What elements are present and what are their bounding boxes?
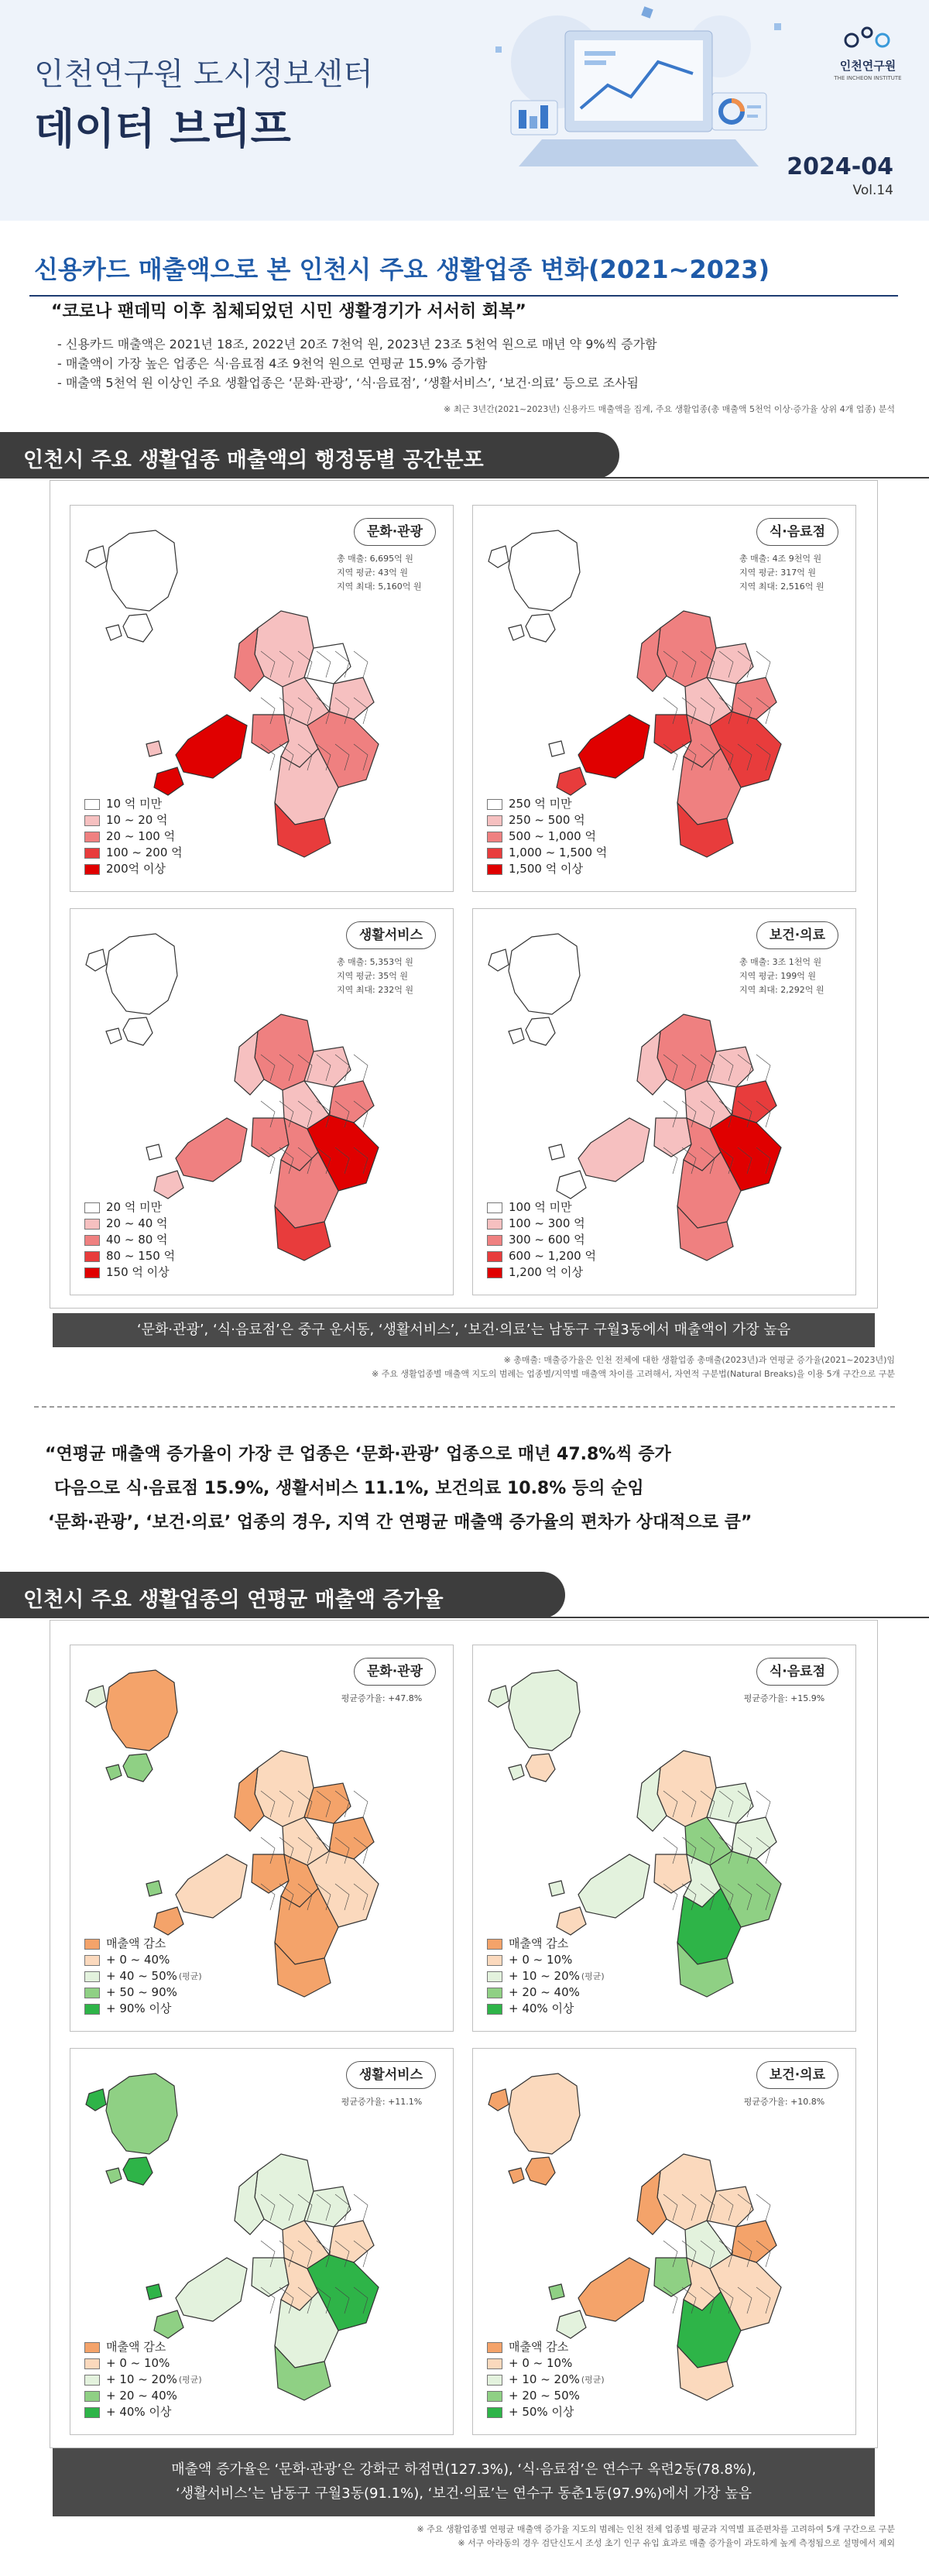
region-ganghwa [509,2073,580,2154]
region-island2 [549,1881,564,1896]
region-bupyeong [732,1817,776,1859]
panel-stat: 지역 평균: 317억 원 [739,568,816,578]
legend-swatch [487,1235,502,1246]
panel-stat: 지역 최대: 2,292억 원 [739,985,824,995]
district-boundary [756,1055,770,1081]
legend-swatch [487,815,502,826]
volume-number: Vol.14 [852,183,893,198]
panel-average-growth: 평균증가율: +10.8% [743,2097,825,2107]
map-legend [487,1936,605,2017]
legend-label: + 90% 이상 [106,2001,172,2015]
panel-stat: 총 매출: 6,695억 원 [337,554,413,564]
legend-average-tag: (평균) [178,2375,202,2385]
panel-stat: 지역 최대: 232억 원 [337,985,413,995]
legend-item [487,1216,596,1232]
legend-swatch [84,848,100,859]
legend-swatch [84,2004,100,2015]
legend-swatch [487,2391,502,2402]
panel-stat: 총 매출: 5,353억 원 [337,957,413,967]
section1-rule [0,477,929,478]
panel-title: 식·음료점 [756,518,838,546]
region-bupyeong [732,677,776,719]
legend-swatch [84,1251,100,1262]
legend-label: 100 ~ 300 억 [509,1216,585,1230]
legend-label: + 50% 이상 [509,2405,574,2419]
region-seokmo [526,1017,555,1045]
legend-label: 20 ~ 40 억 [106,1216,168,1230]
region-ganghwa [509,530,580,611]
growth-map-health-medical [472,2048,856,2435]
district-boundary [354,1791,368,1817]
legend-item [487,828,607,845]
panel-title: 생활서비스 [346,2061,436,2089]
legend-swatch [487,848,502,859]
growth-map-living-service [70,2048,454,2435]
region-muui [557,1907,586,1935]
legend-average-tag: (평균) [178,1971,202,1981]
legend-item [487,796,607,812]
legend-label: + 50 ~ 90% [106,1985,177,1999]
panel-average-growth: 평균증가율: +47.8% [341,1693,423,1703]
map-legend [487,2339,605,2420]
region-small1 [106,1765,122,1780]
region-junggu [654,1854,691,1893]
institute-logo [825,23,910,81]
region-island2 [146,741,162,756]
summary-bullets [57,334,657,393]
legend-swatch [84,799,100,810]
legend-swatch [84,1202,100,1213]
growth-map-culture-tourism [70,1645,454,2032]
region-yeongjong [176,1118,247,1182]
legend-swatch [487,1955,502,1966]
summary2-line: 다음으로 식·음료점 15.9%, 생활서비스 11.1%, 보건의료 10.8% 등의 순임 [54,1479,644,1498]
legend-label: 250 억 미만 [509,797,572,811]
region-ganghwa [509,1670,580,1751]
region-bupyeong [329,677,374,719]
region-small1 [509,1765,524,1780]
legend-swatch [487,1219,502,1230]
section2-note: ※ 주요 생활업종별 연평균 매출액 증가율 지도의 범례는 인천 전체 업종별 평균과 지역별 표준편차를 고려하여 5개 구간으로 구분 [417,2524,895,2534]
region-gyodong [86,949,106,971]
region-muui [557,2310,586,2338]
region-junggu [252,715,289,753]
section2-banner-line: ‘생활서비스’는 남동구 구월3동(91.1%), ‘보건·의료’는 연수구 동춘1동(97.9%)에서 가장 높음 [176,2485,752,2502]
legend-swatch [487,1251,502,1262]
panel-stat: 지역 최대: 2,516억 원 [739,581,824,592]
legend-swatch [84,1955,100,1966]
district-boundary [756,2194,770,2221]
legend-label: 20 ~ 100 억 [106,829,176,843]
section2-note: ※ 서구 아라동의 경우 검단신도시 조성 초기 인구 유입 효과로 매출 증가율이 과도하게 높게 측정됨으로 설명에서 제외 [458,2538,895,2548]
legend-item [84,845,183,861]
legend-label: 매출액 감소 [106,2340,166,2354]
legend-label: 100 억 미만 [509,1200,572,1214]
legend-item [487,1968,605,1984]
legend-swatch [84,815,100,826]
legend-label: 1,000 ~ 1,500 억 [509,846,608,859]
legend-swatch [84,2391,100,2402]
panel-title: 문화·관광 [354,518,436,546]
legend-label: 80 ~ 150 억 [106,1249,176,1263]
panel-title: 보건·의료 [756,2061,838,2089]
legend-label: 100 ~ 200 억 [106,846,183,859]
region-muui [154,1171,183,1199]
region-yeongjong [176,1854,247,1918]
region-island2 [549,741,564,756]
region-island2 [549,2284,564,2300]
region-muui [557,1171,586,1199]
legend-label: + 10 ~ 20% [509,2372,580,2386]
header [0,0,929,221]
region-seokmo [123,2157,153,2185]
legend-item [487,1264,596,1281]
legend-swatch [487,1971,502,1982]
section2-banner [53,2448,875,2516]
region-yeongjong [176,2258,247,2321]
legend-item [84,2372,202,2388]
summary-note: ※ 최근 3년간(2021~2023년) 신용카드 매출액을 집계, 주요 생활업종(총 매출액 5천억 이상·증가율 상위 4개 업종) 분석 [444,404,895,414]
region-gyodong [488,546,509,568]
region-small1 [106,1028,122,1044]
region-seokmo [526,614,555,642]
legend-item [84,1264,175,1281]
main-title: 신용카드 매출액으로 본 인천시 주요 생활업종 변화(2021~2023) [34,255,770,284]
legend-label: + 0 ~ 10% [509,2356,573,2370]
legend-label: 40 ~ 80 억 [106,1233,168,1247]
legend-label: 500 ~ 1,000 억 [509,829,596,843]
legend-label: 10 억 미만 [106,797,163,811]
region-bupyeong [329,2221,374,2262]
legend-item [84,1216,175,1232]
region-gyodong [86,1686,106,1707]
district-boundary [354,2194,368,2221]
section2-rule [0,1617,929,1618]
region-gyodong [86,2089,106,2111]
growth-map-food-drink [472,1645,856,2032]
legend-average-tag: (평균) [581,2375,605,2385]
legend-swatch [84,2375,100,2386]
legend-item [487,1248,596,1264]
region-small1 [509,1028,524,1044]
district-boundary [756,1791,770,1817]
region-gyodong [488,1686,509,1707]
legend-label: + 0 ~ 10% [509,1953,573,1967]
region-junggu [252,1118,289,1157]
district-boundary [756,651,770,677]
region-small1 [509,625,524,640]
legend-swatch [487,2004,502,2015]
section2-notes [417,2523,895,2550]
legend-item [487,2001,605,2017]
panel-stats [337,955,436,997]
panel-title: 문화·관광 [354,1658,436,1686]
region-yeongjong [176,715,247,778]
section1-banner: ‘문화·관광’, ‘식·음료점’은 중구 운서동, ‘생활서비스’, ‘보건·의료’는 남동구 구월3동에서 매출액이 가장 높음 [53,1313,875,1347]
panel-title: 보건·의료 [756,921,838,949]
legend-item [487,861,607,877]
region-seokmo [526,1754,555,1782]
region-junggu [654,2258,691,2296]
region-ganghwa [106,934,177,1014]
region-ganghwa [106,530,177,611]
legend-label: 매출액 감소 [509,1936,569,1950]
legend-swatch [487,2342,502,2353]
legend-item [84,2355,202,2372]
region-small1 [106,2168,122,2183]
issue-number: 2024-04 [787,153,893,180]
laptop-illustration-icon [464,0,797,221]
legend-label: + 20 ~ 40% [509,1985,580,1999]
section1-note: ※ 총매출: 매출증가율은 인천 전체에 대한 생활업종 총매출(2023년)과 연평균 증가율(2021~2023년)임 [503,1355,895,1365]
legend-swatch [487,2358,502,2369]
summary-quote: “코로나 팬데믹 이후 침체되었던 시민 생활경기가 서서히 회복” [51,302,526,321]
legend-average-tag: (평균) [581,1971,605,1981]
legend-swatch [487,1267,502,1278]
summary-bullet: - 매출액이 가장 높은 업종은 식·음료점 4조 9천억 원으로 연평균 15.9% 증가함 [57,356,488,371]
header-subtitle: 인천연구원 도시정보센터 [34,57,373,92]
legend-swatch [487,2375,502,2386]
legend-item [84,828,183,845]
region-small1 [106,625,122,640]
legend-label: 10 ~ 20 억 [106,813,168,827]
legend-swatch [84,1971,100,1982]
legend-swatch [487,1939,502,1950]
legend-label: + 20 ~ 50% [509,2389,580,2403]
legend-item [487,2388,605,2404]
legend-item [487,2339,605,2355]
panel-stat: 지역 평균: 43억 원 [337,568,408,578]
legend-label: 200억 이상 [106,862,166,876]
legend-item [487,1952,605,1968]
legend-item [84,1936,202,1952]
legend-swatch [84,2407,100,2418]
region-bupyeong [329,1817,374,1859]
legend-swatch [84,1988,100,1998]
legend-label: 20 억 미만 [106,1200,163,1214]
region-junggu [252,1854,289,1893]
region-yeongjong [578,1118,650,1182]
header-title: 데이터 브리프 [34,105,291,153]
legend-item [487,1984,605,2001]
legend-swatch [84,832,100,842]
legend-label: 250 ~ 500 억 [509,813,585,827]
panel-stat: 총 매출: 3조 1천억 원 [739,957,822,967]
region-seokmo [526,2157,555,2185]
region-gyodong [488,949,509,971]
legend-item [84,2404,202,2420]
legend-item [487,1936,605,1952]
legend-swatch [487,1988,502,1998]
legend-item [84,1984,202,2001]
legend-item [84,796,183,812]
map-legend [84,2339,202,2420]
region-small1 [509,2168,524,2183]
legend-swatch [84,2342,100,2353]
legend-label: 매출액 감소 [106,1936,166,1950]
panel-stats [739,552,838,594]
legend-swatch [84,1939,100,1950]
legend-swatch [487,2407,502,2418]
legend-item [84,1248,175,1264]
legend-item [84,2388,202,2404]
legend-label: + 20 ~ 40% [106,2389,177,2403]
region-seokmo [123,614,153,642]
panel-average-growth: 평균증가율: +11.1% [341,2097,423,2107]
region-bupyeong [329,1081,374,1123]
region-island2 [146,2284,162,2300]
panel-stat: 지역 평균: 35억 원 [337,971,408,981]
legend-item [84,1232,175,1248]
legend-label: 150 억 이상 [106,1265,170,1279]
legend-item [84,1199,175,1216]
logo-english-name: THE INCHEON INSTITUTE [834,75,902,81]
region-gyodong [86,546,106,568]
logo-name: 인천연구원 [839,59,896,73]
legend-label: 1,200 억 이상 [509,1265,583,1279]
region-ganghwa [106,2073,177,2154]
legend-item [487,1199,596,1216]
legend-swatch [84,1235,100,1246]
map-legend [84,1936,202,2017]
legend-label: + 0 ~ 10% [106,2356,170,2370]
region-junggu [654,1118,691,1157]
summary2-line: ‘문화·관광’, ‘보건·의료’ 업종의 경우, 지역 간 연평균 매출액 증가율의 편차가 상대적으로 큼” [48,1513,752,1532]
legend-swatch [84,2358,100,2369]
region-muui [154,1907,183,1935]
sales-map-food-drink [472,505,856,892]
region-seokmo [123,1754,153,1782]
legend-swatch [487,832,502,842]
map-legend [84,796,183,877]
legend-label: 300 ~ 600 억 [509,1233,585,1247]
sales-map-health-medical [472,908,856,1295]
legend-swatch [84,1219,100,1230]
legend-swatch [84,1267,100,1278]
panel-stats [337,552,436,594]
legend-item [84,2339,202,2355]
region-ganghwa [509,934,580,1014]
legend-item [84,1952,202,1968]
legend-label: + 10 ~ 20% [106,2372,177,2386]
panel-title: 생활서비스 [346,921,436,949]
legend-swatch [487,1202,502,1213]
region-island2 [146,1144,162,1160]
region-bupyeong [732,1081,776,1123]
region-ganghwa [106,1670,177,1751]
legend-item [487,2372,605,2388]
panel-stat: 지역 최대: 5,160억 원 [337,581,422,592]
region-yeongjong [578,2258,650,2321]
sales-map-living-service [70,908,454,1295]
legend-label: + 0 ~ 40% [106,1953,170,1967]
legend-swatch [84,864,100,875]
region-junggu [252,2258,289,2296]
summary2-line: “연평균 매출액 증가율이 가장 큰 업종은 ‘문화·관광’ 업종으로 매년 47.8%씩 증가 [45,1445,671,1464]
legend-item [487,1232,596,1248]
legend-label: + 40% 이상 [106,2405,172,2419]
legend-swatch [487,799,502,810]
legend-item [487,2404,605,2420]
region-bupyeong [732,2221,776,2262]
legend-label: 1,500 억 이상 [509,862,583,876]
region-muui [154,767,183,795]
summary-bullet: - 매출액 5천억 원 이상인 주요 생활업종은 ‘문화·관광’, ‘식·음료점’, ‘생활서비스’, ‘보건·의료’ 등으로 조사됨 [57,376,639,390]
panel-average-growth: 평균증가율: +15.9% [743,1693,825,1703]
legend-label: 매출액 감소 [509,2340,569,2354]
panel-stat: 지역 평균: 199억 원 [739,971,816,981]
panel-stat: 총 매출: 4조 9천억 원 [739,554,822,564]
legend-item [84,861,183,877]
legend-label: + 40 ~ 50% [106,1969,177,1983]
institute-logo-icon [841,23,895,50]
legend-item [487,845,607,861]
map-legend [487,796,607,877]
section2-title: 인천시 주요 생활업종의 연평균 매출액 증가율 [0,1572,565,1618]
district-boundary [354,651,368,677]
district-boundary [354,1055,368,1081]
summary-bullet: - 신용카드 매출액은 2021년 18조, 2022년 20조 7천억 원, 2023년 23조 5천억 원으로 매년 약 9%씩 증가함 [57,337,657,352]
region-gyodong [488,2089,509,2111]
legend-item [84,812,183,828]
legend-label: + 40% 이상 [509,2001,574,2015]
legend-label: 600 ~ 1,200 억 [509,1249,596,1263]
panel-stats [739,955,838,997]
section2-banner-line: 매출액 증가율은 ‘문화·관광’은 강화군 하점면(127.3%), ‘식·음료점’은 연수구 옥련2동(78.8%), [171,2461,756,2478]
region-seokmo [123,1017,153,1045]
legend-item [84,1968,202,1984]
title-divider [29,295,898,297]
sales-map-culture-tourism [70,505,454,892]
map-legend [487,1199,596,1281]
section1-notes [372,1353,895,1381]
region-yeongjong [578,1854,650,1918]
region-junggu [654,715,691,753]
section-divider [34,1406,895,1408]
panel-title: 식·음료점 [756,1658,838,1686]
legend-item [487,812,607,828]
region-muui [154,2310,183,2338]
legend-swatch [487,864,502,875]
legend-label: + 10 ~ 20% [509,1969,580,1983]
region-muui [557,767,586,795]
legend-item [84,2001,202,2017]
region-island2 [549,1144,564,1160]
map-legend [84,1199,175,1281]
region-yeongjong [578,715,650,778]
section1-note: ※ 주요 생활업종별 매출액 지도의 범례는 업종별/지역별 매출액 차이를 고려해서, 자연적 구분법(Natural Breaks)을 이용 5개 구간으로 구분 [372,1369,895,1379]
region-island2 [146,1881,162,1896]
section1-title: 인천시 주요 생활업종 매출액의 행정동별 공간분포 [0,432,619,478]
legend-item [487,2355,605,2372]
